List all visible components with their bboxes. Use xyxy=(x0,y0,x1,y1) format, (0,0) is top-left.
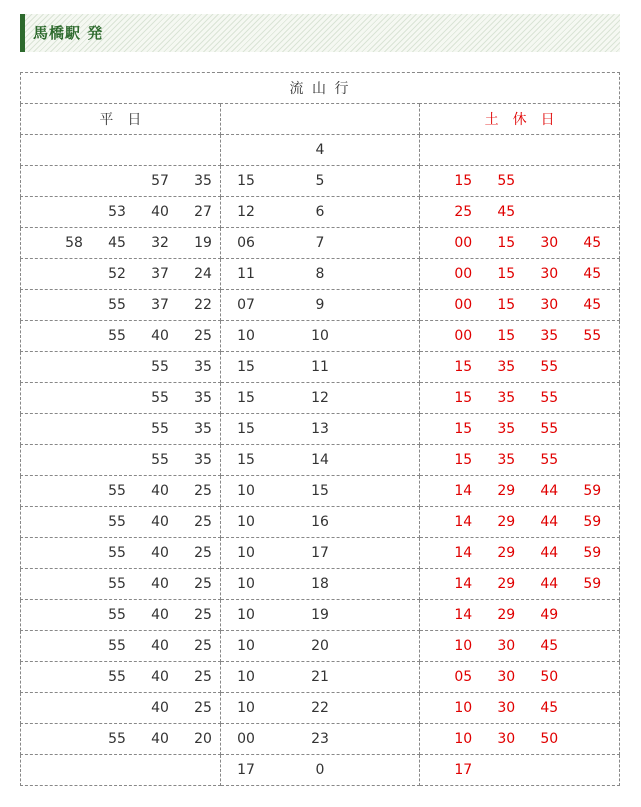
weekday-minute: 10 xyxy=(237,576,255,592)
holiday-minute: 30 xyxy=(497,700,516,716)
weekday-minute: 35 xyxy=(194,452,212,468)
weekday-minute: 55 xyxy=(108,297,126,313)
destination-row xyxy=(21,73,620,104)
weekday-minute: 55 xyxy=(151,390,169,406)
holiday-minute: 05 xyxy=(454,669,473,685)
holiday-minute: 49 xyxy=(540,607,559,623)
hour-cell: 21 xyxy=(220,662,420,693)
weekday-minute: 10 xyxy=(237,514,255,530)
weekday-minutes-cell xyxy=(21,600,255,631)
holiday-minute: 14 xyxy=(454,483,473,499)
timetable-row xyxy=(21,414,620,445)
weekday-minute: 25 xyxy=(194,483,212,499)
holiday-minutes-cell xyxy=(420,693,620,724)
holiday-minute: 15 xyxy=(454,173,473,189)
weekday-minute: 15 xyxy=(237,359,255,375)
timetable-row xyxy=(21,476,620,507)
holiday-minute: 10 xyxy=(454,638,473,654)
timetable-row xyxy=(21,724,620,755)
holiday-minute: 15 xyxy=(497,235,516,251)
holiday-minutes-cell xyxy=(420,569,620,600)
holiday-minute: 15 xyxy=(454,390,473,406)
weekday-minutes-cell xyxy=(21,352,255,383)
weekday-minute: 35 xyxy=(194,359,212,375)
holiday-minute: 00 xyxy=(454,297,473,313)
timetable-row xyxy=(21,631,620,662)
weekday-minute: 15 xyxy=(237,390,255,406)
holiday-minutes-cell xyxy=(420,197,620,228)
holiday-minutes-cell xyxy=(420,414,620,445)
weekday-minute: 27 xyxy=(194,204,212,220)
holiday-minutes-cell xyxy=(420,166,620,197)
hour-cell: 19 xyxy=(220,600,420,631)
holiday-minute: 35 xyxy=(497,421,516,437)
weekday-minute: 15 xyxy=(237,173,255,189)
timetable-row xyxy=(21,228,620,259)
holiday-minute: 45 xyxy=(583,266,602,282)
holiday-minute: 29 xyxy=(497,514,516,530)
weekday-minutes-cell xyxy=(21,507,255,538)
holiday-minute: 00 xyxy=(454,266,473,282)
weekday-minute: 58 xyxy=(65,235,83,251)
weekday-minutes-cell xyxy=(21,321,255,352)
weekday-minute: 35 xyxy=(194,173,212,189)
holiday-minutes-cell xyxy=(420,724,620,755)
weekday-minute: 25 xyxy=(194,669,212,685)
weekday-minutes-cell xyxy=(21,755,255,786)
timetable-row xyxy=(21,693,620,724)
hour-cell: 20 xyxy=(220,631,420,662)
holiday-minute: 14 xyxy=(454,514,473,530)
weekday-minute: 55 xyxy=(151,359,169,375)
hour-cell: 7 xyxy=(220,228,420,259)
hour-cell: 15 xyxy=(220,476,420,507)
hour-cell: 16 xyxy=(220,507,420,538)
holiday-minutes-cell xyxy=(420,290,620,321)
weekday-minute: 37 xyxy=(151,266,169,282)
holiday-minute: 50 xyxy=(540,669,559,685)
holiday-minute: 14 xyxy=(454,576,473,592)
holiday-minute: 00 xyxy=(454,235,473,251)
holiday-minute: 30 xyxy=(540,297,559,313)
holiday-minute: 14 xyxy=(454,607,473,623)
holiday-minutes-cell xyxy=(420,755,620,786)
hour-cell: 12 xyxy=(220,383,420,414)
weekday-minute: 12 xyxy=(237,204,255,220)
holiday-minute: 30 xyxy=(497,731,516,747)
weekday-minute: 10 xyxy=(237,638,255,654)
holiday-minutes-cell xyxy=(420,631,620,662)
weekday-minute: 25 xyxy=(194,638,212,654)
weekday-minute: 55 xyxy=(108,731,126,747)
timetable-body xyxy=(21,73,620,786)
weekday-minute: 40 xyxy=(151,576,169,592)
weekday-minute: 25 xyxy=(194,328,212,344)
weekday-minute: 17 xyxy=(237,762,255,778)
holiday-minute: 55 xyxy=(583,328,602,344)
weekday-minute: 40 xyxy=(151,545,169,561)
weekday-minutes-cell xyxy=(21,290,255,321)
holiday-minute: 44 xyxy=(540,514,559,530)
weekday-minute: 55 xyxy=(108,638,126,654)
hour-cell: 17 xyxy=(220,538,420,569)
weekday-minute: 55 xyxy=(108,514,126,530)
holiday-minute: 30 xyxy=(540,266,559,282)
holiday-minute: 10 xyxy=(454,700,473,716)
weekday-minute: 32 xyxy=(151,235,169,251)
hour-cell: 14 xyxy=(220,445,420,476)
holiday-minute: 00 xyxy=(454,328,473,344)
destination-label: 流 山 行 xyxy=(21,73,620,104)
weekday-minute: 40 xyxy=(151,607,169,623)
holiday-minute: 35 xyxy=(497,390,516,406)
hour-cell: 9 xyxy=(220,290,420,321)
weekday-minute: 10 xyxy=(237,545,255,561)
holiday-minutes-cell xyxy=(420,352,620,383)
holiday-minute: 55 xyxy=(497,173,516,189)
holiday-minute: 59 xyxy=(583,576,602,592)
holiday-minute: 29 xyxy=(497,483,516,499)
station-title: 馬橋駅 発 xyxy=(33,24,104,42)
hour-header xyxy=(220,104,420,135)
holiday-minute: 55 xyxy=(540,452,559,468)
holiday-header: 土 休 日 xyxy=(420,104,620,135)
holiday-minute: 44 xyxy=(540,545,559,561)
timetable-row xyxy=(21,290,620,321)
weekday-minute: 40 xyxy=(151,669,169,685)
weekday-minutes-cell xyxy=(21,724,255,755)
weekday-minute: 19 xyxy=(194,235,212,251)
timetable-row xyxy=(21,135,620,166)
weekday-minutes-cell xyxy=(21,445,255,476)
holiday-minute: 10 xyxy=(454,731,473,747)
weekday-minute: 55 xyxy=(108,483,126,499)
weekday-minute: 10 xyxy=(237,483,255,499)
holiday-minute: 55 xyxy=(540,359,559,375)
holiday-minute: 45 xyxy=(540,700,559,716)
hour-cell: 13 xyxy=(220,414,420,445)
holiday-minute: 59 xyxy=(583,545,602,561)
weekday-header: 平 日 xyxy=(21,104,221,135)
weekday-minute: 52 xyxy=(108,266,126,282)
holiday-minute: 44 xyxy=(540,483,559,499)
timetable-row xyxy=(21,600,620,631)
weekday-minute: 00 xyxy=(237,731,255,747)
holiday-minute: 59 xyxy=(583,483,602,499)
holiday-minute: 45 xyxy=(583,235,602,251)
hour-cell: 0 xyxy=(220,755,420,786)
header-accent-bar xyxy=(20,14,25,52)
holiday-minute: 14 xyxy=(454,545,473,561)
weekday-minutes-cell xyxy=(21,569,255,600)
weekday-minute: 10 xyxy=(237,328,255,344)
holiday-minute: 15 xyxy=(454,452,473,468)
hour-cell: 23 xyxy=(220,724,420,755)
holiday-minute: 29 xyxy=(497,545,516,561)
weekday-minute: 45 xyxy=(108,235,126,251)
weekday-minute: 24 xyxy=(194,266,212,282)
holiday-minutes-cell xyxy=(420,445,620,476)
weekday-minute: 55 xyxy=(151,452,169,468)
weekday-minute: 40 xyxy=(151,204,169,220)
holiday-minutes-cell xyxy=(420,321,620,352)
weekday-minutes-cell xyxy=(21,693,255,724)
holiday-minute: 15 xyxy=(497,297,516,313)
hour-cell: 6 xyxy=(220,197,420,228)
holiday-minute: 59 xyxy=(583,514,602,530)
holiday-minute: 30 xyxy=(540,235,559,251)
holiday-minute: 45 xyxy=(583,297,602,313)
station-header xyxy=(20,14,620,52)
weekday-minute: 07 xyxy=(237,297,255,313)
weekday-minutes-cell xyxy=(21,197,255,228)
timetable-row xyxy=(21,507,620,538)
hour-cell: 4 xyxy=(220,135,420,166)
weekday-minutes-cell xyxy=(21,135,221,166)
holiday-minute: 45 xyxy=(540,638,559,654)
holiday-minutes-cell xyxy=(420,662,620,693)
holiday-minute: 44 xyxy=(540,576,559,592)
weekday-minute: 15 xyxy=(237,452,255,468)
holiday-minute: 25 xyxy=(454,204,473,220)
weekday-minute: 22 xyxy=(194,297,212,313)
timetable-row xyxy=(21,569,620,600)
weekday-minutes-cell xyxy=(21,414,255,445)
holiday-minute: 29 xyxy=(497,576,516,592)
holiday-minute: 35 xyxy=(497,452,516,468)
hour-cell: 18 xyxy=(220,569,420,600)
weekday-minute: 55 xyxy=(108,328,126,344)
holiday-minute: 29 xyxy=(497,607,516,623)
weekday-minute: 20 xyxy=(194,731,212,747)
hour-cell: 11 xyxy=(220,352,420,383)
weekday-minute: 55 xyxy=(151,421,169,437)
timetable-row xyxy=(21,352,620,383)
timetable-row xyxy=(21,755,620,786)
holiday-minutes-cell xyxy=(420,538,620,569)
weekday-minutes-cell xyxy=(21,538,255,569)
weekday-minute: 35 xyxy=(194,390,212,406)
hour-cell: 5 xyxy=(220,166,420,197)
day-type-row xyxy=(21,104,620,135)
holiday-minute: 35 xyxy=(540,328,559,344)
holiday-minutes-cell xyxy=(420,507,620,538)
holiday-minute: 15 xyxy=(454,359,473,375)
timetable xyxy=(20,72,620,786)
timetable-row xyxy=(21,259,620,290)
holiday-minute: 30 xyxy=(497,669,516,685)
holiday-minute: 55 xyxy=(540,421,559,437)
timetable-row xyxy=(21,445,620,476)
holiday-minute: 15 xyxy=(497,266,516,282)
weekday-minute: 25 xyxy=(194,576,212,592)
weekday-minute: 37 xyxy=(151,297,169,313)
weekday-minute: 55 xyxy=(108,607,126,623)
weekday-minute: 40 xyxy=(151,731,169,747)
weekday-minute: 40 xyxy=(151,638,169,654)
timetable-row xyxy=(21,383,620,414)
weekday-minute: 40 xyxy=(151,328,169,344)
holiday-minutes-cell xyxy=(420,259,620,290)
weekday-minutes-cell xyxy=(21,383,255,414)
weekday-minutes-cell xyxy=(21,166,255,197)
weekday-minute: 55 xyxy=(108,576,126,592)
holiday-minutes-cell xyxy=(420,476,620,507)
hour-cell: 10 xyxy=(220,321,420,352)
weekday-minutes-cell xyxy=(21,631,255,662)
holiday-minute: 17 xyxy=(454,762,473,778)
holiday-minutes-cell xyxy=(420,135,620,166)
holiday-minutes-cell xyxy=(420,383,620,414)
holiday-minute: 55 xyxy=(540,390,559,406)
weekday-minute: 25 xyxy=(194,514,212,530)
weekday-minute: 40 xyxy=(151,514,169,530)
weekday-minute: 53 xyxy=(108,204,126,220)
timetable-row xyxy=(21,662,620,693)
timetable-row xyxy=(21,538,620,569)
holiday-minute: 15 xyxy=(454,421,473,437)
weekday-minute: 25 xyxy=(194,607,212,623)
weekday-minute: 40 xyxy=(151,483,169,499)
weekday-minutes-cell xyxy=(21,228,255,259)
weekday-minute: 57 xyxy=(151,173,169,189)
weekday-minutes-cell xyxy=(21,259,255,290)
holiday-minute: 35 xyxy=(497,359,516,375)
weekday-minute: 40 xyxy=(151,700,169,716)
weekday-minute: 10 xyxy=(237,607,255,623)
weekday-minute: 10 xyxy=(237,700,255,716)
holiday-minutes-cell xyxy=(420,228,620,259)
holiday-minute: 30 xyxy=(497,638,516,654)
weekday-minute: 25 xyxy=(194,700,212,716)
weekday-minutes-cell xyxy=(21,476,255,507)
holiday-minute: 45 xyxy=(497,204,516,220)
hour-cell: 8 xyxy=(220,259,420,290)
weekday-minute: 15 xyxy=(237,421,255,437)
weekday-minute: 55 xyxy=(108,669,126,685)
weekday-minute: 55 xyxy=(108,545,126,561)
weekday-minute: 11 xyxy=(237,266,255,282)
holiday-minutes-cell xyxy=(420,600,620,631)
holiday-minute: 15 xyxy=(497,328,516,344)
weekday-minutes-cell xyxy=(21,662,255,693)
hour-cell: 22 xyxy=(220,693,420,724)
weekday-minute: 35 xyxy=(194,421,212,437)
timetable-row xyxy=(21,166,620,197)
timetable-row xyxy=(21,321,620,352)
weekday-minute: 10 xyxy=(237,669,255,685)
holiday-minute: 50 xyxy=(540,731,559,747)
weekday-minute: 06 xyxy=(237,235,255,251)
weekday-minute: 25 xyxy=(194,545,212,561)
timetable-row xyxy=(21,197,620,228)
